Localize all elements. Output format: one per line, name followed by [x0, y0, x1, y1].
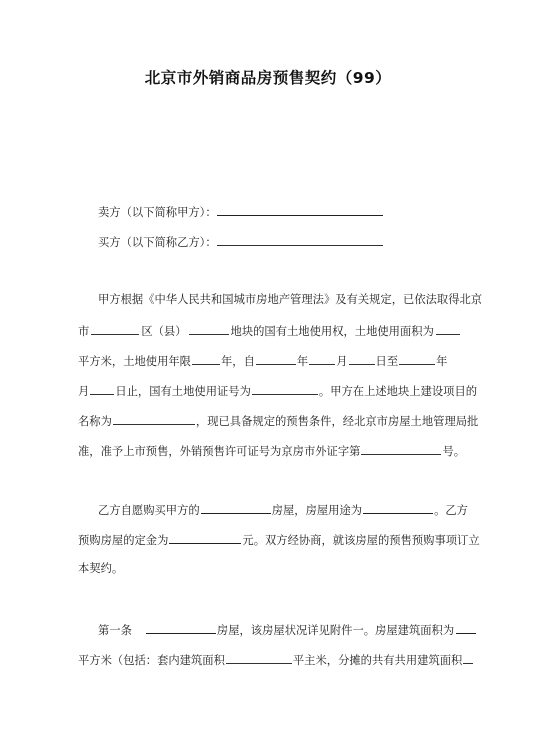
buyer-name-blank[interactable]: [217, 234, 383, 246]
text-fragment: 房屋，该房屋状况详见附件一。房屋建筑面积为: [216, 624, 455, 637]
seller-line: [98, 204, 470, 220]
house-blank[interactable]: [201, 502, 271, 514]
text-fragment: 年: [296, 355, 309, 368]
start-month-blank[interactable]: [309, 353, 335, 365]
text-fragment: 元。双方经协商，就该房屋的预售预购事项订立: [242, 534, 480, 547]
text-fragment: 平方米（包括：套内建筑面积: [78, 654, 225, 667]
article-heading: 第一条: [98, 624, 132, 637]
text-fragment: 年，自: [220, 355, 255, 368]
p1-text: 甲方根据《中华人民共和国城市房地产管理法》及有关规定，已依法取得北京: [98, 293, 483, 306]
text-fragment: 日止，国有土地使用证号为: [115, 385, 251, 398]
text-fragment: 乙方自愿购买甲方的: [98, 504, 200, 517]
text-fragment: 名称为: [78, 415, 112, 428]
land-area-blank[interactable]: [436, 323, 460, 335]
text-fragment: 日至: [375, 355, 399, 368]
p1-line-6: [78, 443, 470, 459]
house-use-blank[interactable]: [363, 502, 433, 514]
text-fragment: 市: [78, 325, 90, 338]
seller-label: 卖方（以下简称甲方）：: [98, 206, 217, 219]
text-fragment: 月: [336, 355, 348, 368]
p2-line-3: [78, 562, 470, 576]
p1-line-4: [78, 383, 478, 399]
text-fragment: 年: [436, 355, 448, 368]
end-month-blank[interactable]: [90, 383, 114, 395]
start-year-blank[interactable]: [256, 353, 296, 365]
p1-line-3: [78, 353, 470, 369]
text-fragment: 月: [78, 385, 90, 398]
text-fragment: 房屋，房屋用途为: [271, 504, 363, 517]
plot-blank[interactable]: [189, 323, 229, 335]
text-fragment: ，现已具备规定的预售条件，经北京市房屋土地管理局批: [195, 415, 479, 428]
document-title: 北京市外销商品房预售契约（99）: [144, 69, 392, 87]
inner-area-blank[interactable]: [226, 652, 292, 664]
p2-line-1: [98, 502, 470, 518]
land-cert-blank[interactable]: [252, 383, 318, 395]
p1-line-2: [78, 323, 470, 339]
p1-line-1: [98, 293, 483, 307]
text-fragment: 。甲方在上述地块上建设项目的: [318, 385, 478, 398]
text-fragment: 平主米，分摊的共有共用建筑面积: [292, 654, 463, 667]
article-1-line-1: [98, 622, 470, 638]
seller-name-blank[interactable]: [217, 204, 383, 216]
license-no-blank[interactable]: [361, 443, 441, 455]
p1-line-5: [78, 413, 479, 429]
land-term-blank[interactable]: [192, 353, 220, 365]
buyer-label: 买方（以下简称乙方）：: [98, 236, 217, 249]
text-fragment: 本契约。: [78, 562, 124, 575]
text-fragment: 平方米，土地使用年限: [78, 355, 191, 368]
end-year-blank[interactable]: [399, 353, 435, 365]
text-fragment: 准，准予上市预售，外销预售许可证号为京房市外证字第: [78, 445, 361, 458]
text-fragment: 。乙方: [434, 504, 468, 517]
p2-line-2: [78, 532, 480, 548]
text-fragment: 区（县）: [141, 325, 187, 338]
project-name-blank[interactable]: [113, 413, 195, 425]
deposit-blank[interactable]: [169, 532, 241, 544]
article-house-blank[interactable]: [146, 622, 216, 634]
text-fragment: 号。: [442, 445, 466, 458]
buyer-line: [98, 234, 470, 250]
building-area-blank[interactable]: [456, 622, 476, 634]
text-fragment: 预购房屋的定金为: [78, 534, 169, 547]
text-fragment: 地块的国有土地使用权，土地使用面积为: [230, 325, 434, 338]
article-1-line-2: [78, 652, 470, 668]
shared-area-blank[interactable]: [463, 652, 473, 664]
start-day-blank[interactable]: [349, 353, 375, 365]
district-blank[interactable]: [91, 323, 139, 335]
